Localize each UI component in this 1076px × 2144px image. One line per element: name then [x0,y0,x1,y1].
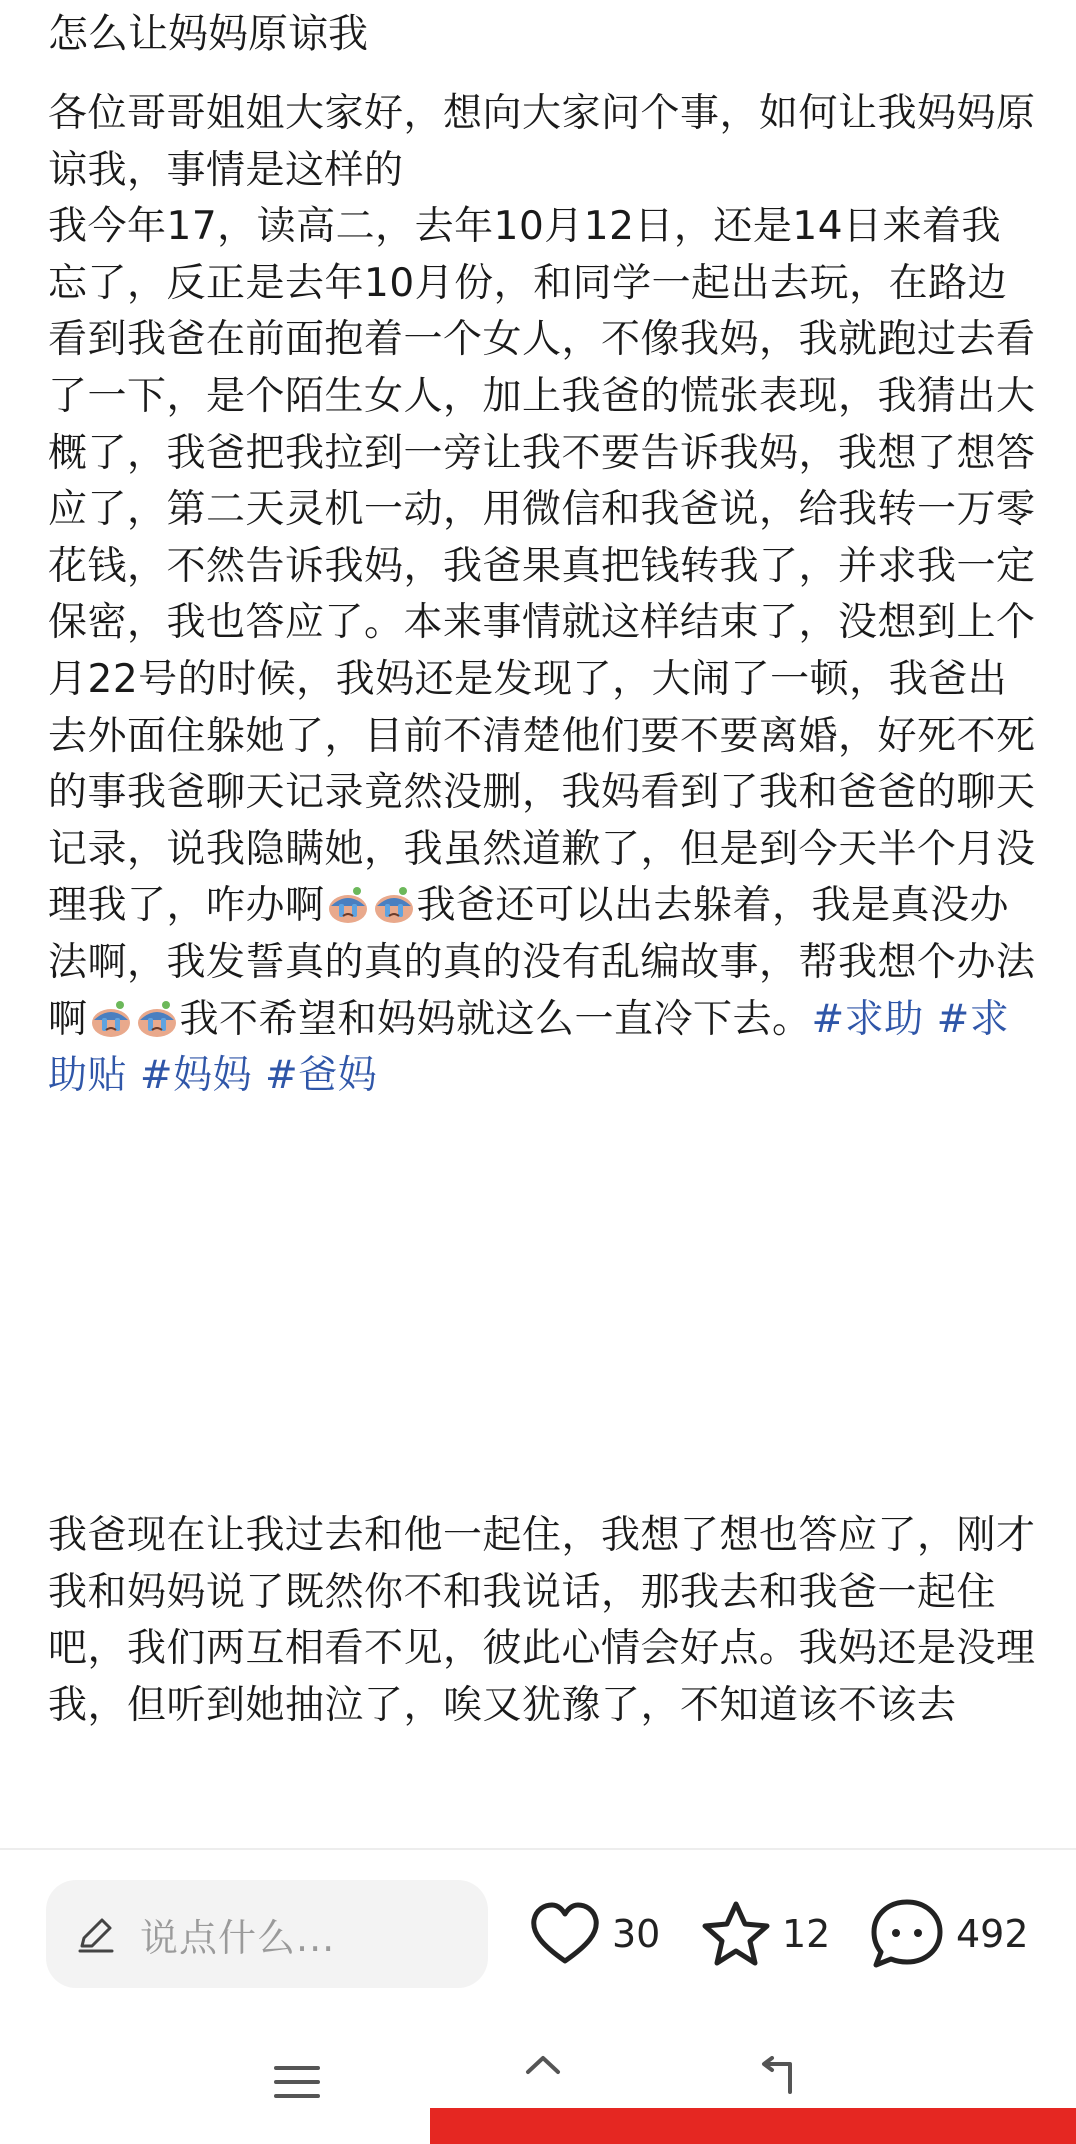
post-paragraph [48,199,1040,1105]
post-followup [48,1508,1040,1734]
crying-emoji [325,884,371,924]
comment-input[interactable] [46,1880,488,1988]
star-icon [700,1899,772,1969]
favorite-count: 12 [782,1912,831,1956]
favorite-button[interactable] [700,1888,830,1980]
like-count: 30 [612,1912,661,1956]
post-paragraph: 各位哥哥姐姐大家好，想向大家问个事，如何让我妈妈原谅我，事情是这样的 [48,91,1036,193]
comment-count: 492 [956,1912,1029,1956]
heart-icon [528,1901,602,1967]
comment-button[interactable] [868,1888,1029,1980]
crying-emoji [371,884,417,924]
home-icon[interactable] [518,2050,568,2080]
divider [0,1848,1076,1850]
accent-bar [430,2108,1076,2144]
crying-emoji [88,998,134,1038]
like-button[interactable] [528,1888,660,1980]
comment-placeholder: 说点什么... [140,1915,336,1960]
back-icon[interactable] [752,2056,802,2100]
chat-bubble-icon [868,1897,946,1971]
crying-emoji [134,998,180,1038]
hashtag-help-post[interactable]: #求助贴 [48,996,1010,1099]
pen-icon [76,1914,116,1954]
hashtag-mom[interactable]: #妈妈 [139,1053,253,1099]
post-text: 我不希望和妈妈就这么一直冷下去。 [179,996,812,1042]
post-text: 我今年17，读高二，去年10月12日，还是14日来着我忘了，反正是去年10月份，和同学一起出去玩，在路边看到我爸在前面抱着一个女人，不像我妈，我就跑过去看了一下，是个陌生女人，加上我爸的慌张表现，我猜出大概了，我爸把我拉到一旁让我不要告诉我妈，我想了想答应了，第二天灵机一动，用微信和我爸说，给我转一万零花钱，不然告诉我妈，我爸果真把钱转我了，并求我一定保密，我也答应了。本来事情就这样结束了，没想到上个月22号的时候，我妈还是发现了，大闹了一顿，我爸出去外面住躲她了，目前不清楚他们要不要离婚，好死不死的事我爸聊天记录竟然没删，我妈看到了我和爸爸的聊天记录，说我隐瞒她，我虽然道歉了，但是到今天半个月没理我了，咋办啊 [48,204,1036,929]
post-text: 我爸还可以出去躲着，我是真没办法啊，我发誓真的真的真的没有乱编故事，帮我想个办法啊 [48,883,1036,1042]
menu-icon[interactable] [272,2062,322,2102]
hashtag-help[interactable]: #求助 [811,996,924,1042]
post-title: 怎么让妈妈原谅我 [48,11,368,57]
post-body [48,86,1040,1105]
followup-text: 我爸现在让我过去和他一起住，我想了想也答应了，刚才我和妈妈说了既然你不和我说话，那我去和我爸一起住吧，我们两互相看不见，彼此心情会好点。我妈还是没理我，但听到她抽泣了，唉又犹豫了，不知道该不该去 [48,1513,1036,1728]
hashtag-parents[interactable]: #爸妈 [265,1053,378,1099]
